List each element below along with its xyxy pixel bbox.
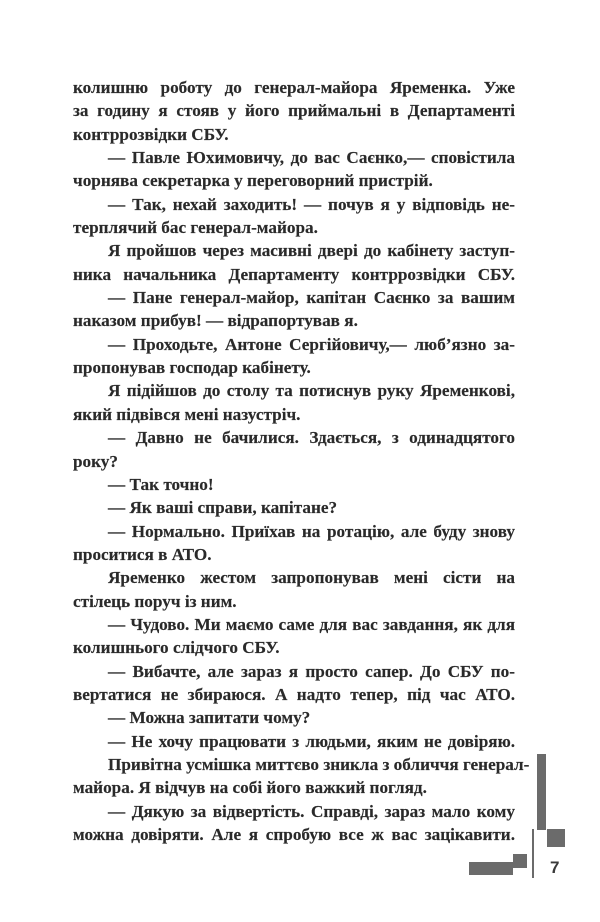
decorative-vertical-bar: [537, 754, 546, 830]
text-line: — Давно не бачилися. Здається, з одинадцятого: [108, 428, 515, 448]
text-line: — Нормально. Приїхав на ротацію, але буду знову: [108, 521, 515, 541]
decorative-square-bottom: [513, 854, 527, 868]
body-text: [73, 76, 530, 846]
page-number: 7: [550, 858, 560, 877]
text-line: — Так, нехай заходить! — почув я у відповідь не-: [108, 194, 515, 214]
text-line: Я пройшов через масивні двері до кабінету заступ-: [108, 241, 515, 261]
text-line: терплячий бас генерал-майора.: [73, 218, 318, 238]
text-line: — Пане генерал-майор, капітан Саєнко за вашим: [108, 288, 515, 308]
text-line: — Проходьте, Антоне Сергійовичу,— люб’язно за-: [108, 334, 515, 354]
text-line: який підвівся мені назустріч.: [73, 404, 301, 424]
text-line: пропонував господар кабінету.: [73, 358, 311, 378]
text-line: Я підійшов до столу та потиснув руку Яременкові,: [108, 381, 515, 401]
text-line: проситися в АТО.: [73, 544, 212, 564]
text-line: за годину я стояв у його приймальні в Департаменті: [73, 101, 515, 121]
text-line: — Павле Юхимовичу, до вас Саєнко,— сповістила: [108, 148, 515, 168]
text-line: контррозвідки СБУ.: [73, 124, 229, 144]
text-line: майора. Я відчув на собі його важкий погляд.: [73, 778, 427, 798]
text-line: — Так точно!: [108, 474, 214, 494]
text-line: вертатися не збираюся. А надто тепер, під час АТО.: [73, 684, 515, 704]
text-line: можна довіряти. Але я спробую все ж вас зацікавити.: [73, 825, 515, 844]
text-line: Яременко жестом запропонував мені сісти на: [108, 568, 515, 588]
text-line: стілець поруч із ним.: [73, 591, 237, 611]
decorative-thin-line: [532, 829, 534, 878]
text-line: — Як ваші справи, капітане?: [108, 498, 338, 518]
text-line: — Можна запитати чому?: [108, 708, 311, 728]
text-line: — Чудово. Ми маємо саме для вас завдання, як для: [108, 614, 515, 634]
text-line: — Не хочу працювати з людьми, яким не довіряю.: [108, 731, 515, 751]
decorative-horizontal-bar: [469, 862, 513, 875]
text-line: колишню роботу до генерал-майора Яременка. Уже: [73, 78, 515, 97]
text-line: чорнява секретарка у переговорний пристрій.: [73, 171, 433, 191]
text-line: — Вибачте, але зараз я просто сапер. До СБУ по-: [108, 661, 515, 681]
text-line: — Дякую за відвертість. Справді, зараз мало кому: [108, 801, 515, 821]
text-line: Привітна усмішка миттєво зникла з обличчя генерал-: [108, 754, 530, 774]
decorative-square-top: [547, 829, 565, 847]
text-line: року?: [73, 451, 118, 471]
text-line: наказом прибув! — відрапортував я.: [73, 311, 358, 331]
text-line: ника начальника Департаменту контррозвідки СБУ.: [73, 264, 515, 284]
text-line: колишнього слідчого СБУ.: [73, 638, 280, 658]
